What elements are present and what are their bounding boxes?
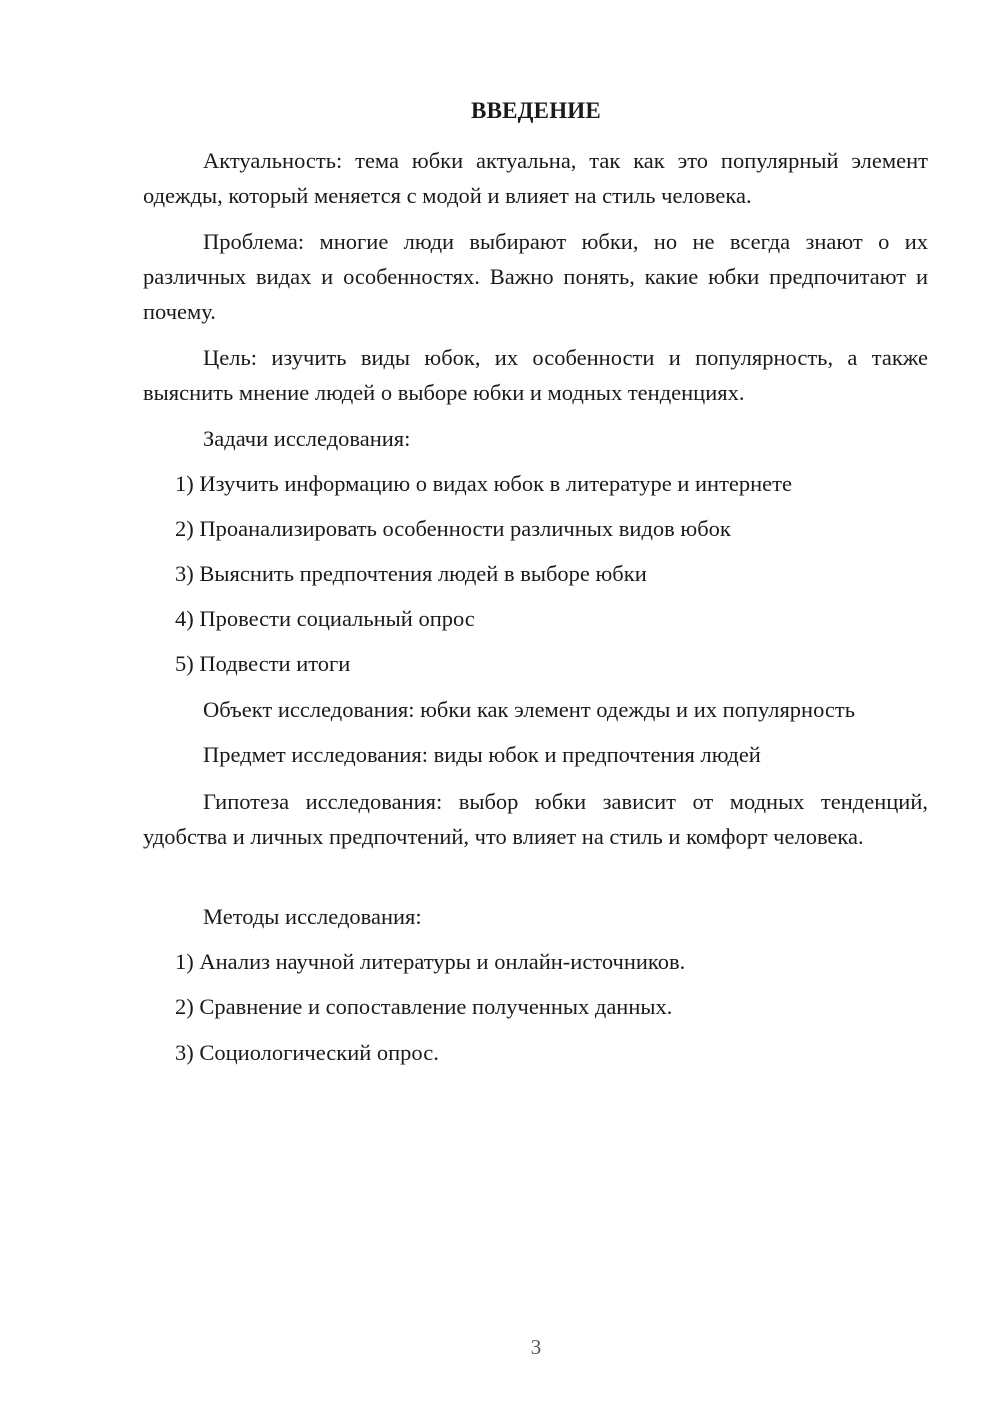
task-item: 2) Проанализировать особенности различных видов юбок bbox=[175, 516, 731, 541]
method-item: 1) Анализ научной литературы и онлайн-источников. bbox=[175, 949, 686, 974]
tasks-heading: Задачи исследования: bbox=[203, 426, 411, 451]
problem-paragraph: Проблема: многие люди выбирают юбки, но не всегда знают о их различных видах и особенностях. Важно понять, какие юбки предпочитают и почему. bbox=[143, 229, 928, 324]
task-item: 3) Выяснить предпочтения людей в выборе юбки bbox=[175, 561, 647, 586]
section-heading: ВВЕДЕНИЕ bbox=[471, 98, 601, 123]
method-item: 3) Социологический опрос. bbox=[175, 1040, 439, 1065]
subject-paragraph: Предмет исследования: виды юбок и предпочтения людей bbox=[203, 742, 761, 767]
hypothesis-paragraph: Гипотеза исследования: выбор юбки зависит от модных тенденций, удобства и личных предпочтений, что влияет на стиль и комфорт человека. bbox=[143, 789, 928, 849]
page-number: 3 bbox=[530, 1335, 542, 1359]
method-item: 2) Сравнение и сопоставление полученных данных. bbox=[175, 994, 673, 1019]
object-paragraph: Объект исследования: юбки как элемент одежды и их популярность bbox=[203, 697, 855, 722]
task-item: 1) Изучить информацию о видах юбок в литературе и интернете bbox=[175, 471, 792, 496]
relevance-paragraph: Актуальность: тема юбки актуальна, так как это популярный элемент одежды, который меняется с модой и влияет на стиль человека. bbox=[143, 148, 928, 208]
methods-heading: Методы исследования: bbox=[203, 904, 422, 929]
goal-paragraph: Цель: изучить виды юбок, их особенности и популярность, а также выяснить мнение людей о выборе юбки и модных тенденциях. bbox=[143, 345, 928, 405]
task-item: 4) Провести социальный опрос bbox=[175, 606, 475, 631]
task-item: 5) Подвести итоги bbox=[175, 651, 351, 676]
